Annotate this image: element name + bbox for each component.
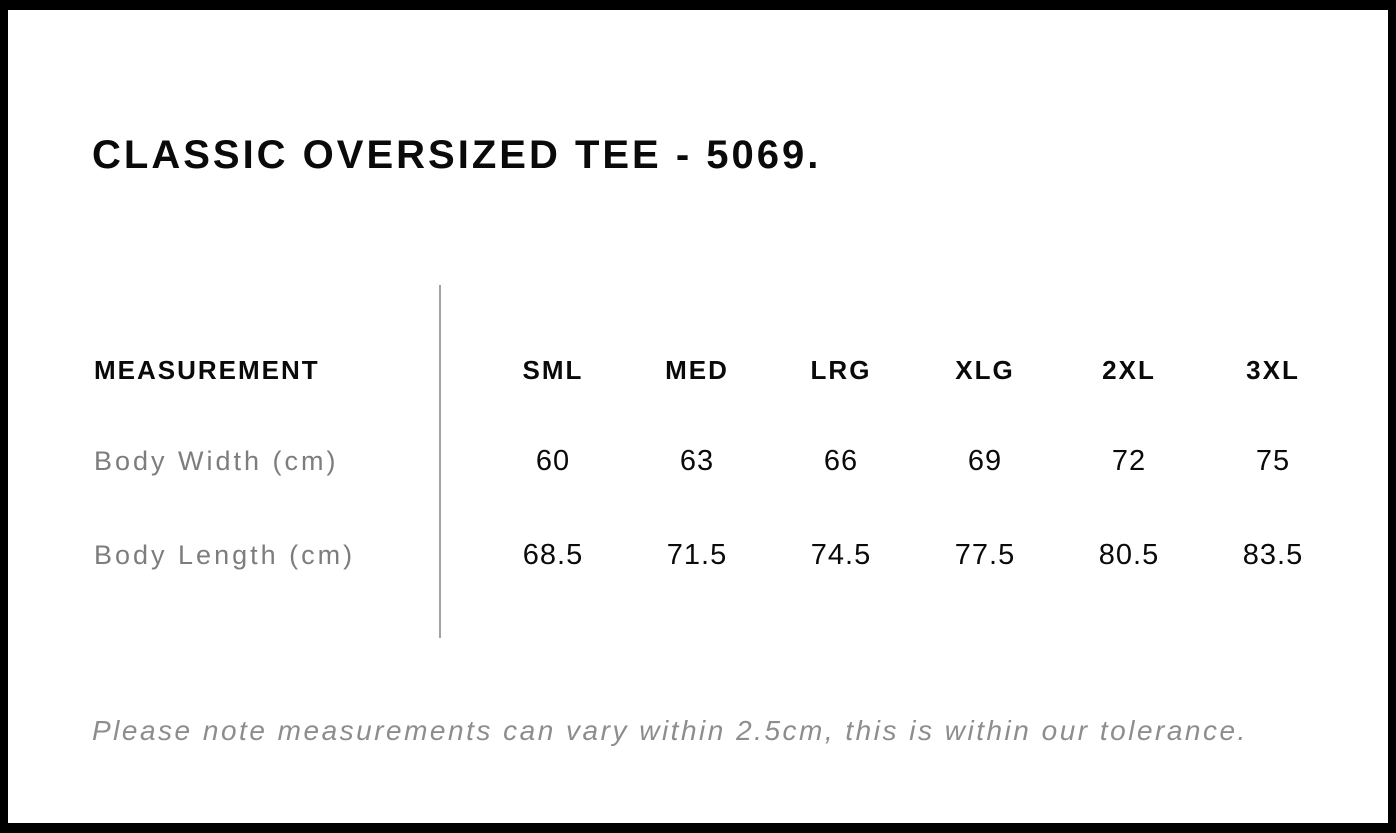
page-title: CLASSIC OVERSIZED TEE - 5069. (92, 132, 822, 177)
body-width-value-lrg: 66 (823, 445, 859, 477)
tolerance-note: Please note measurements can vary within 2.5cm, this is within our tolerance. (92, 715, 1248, 746)
size-column-header-sml: SML (522, 355, 584, 385)
body-width-value-xlg: 69 (967, 445, 1003, 477)
size-column-header-2xl: 2XL (1102, 355, 1156, 385)
body-width-value-2xl: 72 (1111, 445, 1147, 477)
size-column-header-lrg: LRG (810, 355, 872, 385)
body-length-value-sml: 68.5 (522, 539, 584, 571)
body-length-value-2xl: 80.5 (1098, 539, 1160, 571)
table-row-body-length (94, 539, 1345, 571)
table-header-row (94, 354, 1345, 386)
body-length-value-3xl: 83.5 (1242, 539, 1304, 571)
body-width-value-3xl: 75 (1255, 445, 1291, 477)
body-length-value-med: 71.5 (666, 539, 728, 571)
row-label-body-width: Body Width (cm) (94, 446, 339, 476)
body-width-value-med: 63 (679, 445, 715, 477)
table-row-body-width (94, 445, 1345, 477)
body-length-value-lrg: 74.5 (810, 539, 872, 571)
row-label-body-length: Body Length (cm) (94, 540, 356, 570)
body-length-value-xlg: 77.5 (954, 539, 1016, 571)
body-width-value-sml: 60 (535, 445, 571, 477)
size-column-header-xlg: XLG (955, 355, 1015, 385)
size-column-header-3xl: 3XL (1246, 355, 1300, 385)
measurement-column-header: MEASUREMENT (94, 355, 320, 385)
size-column-header-med: MED (665, 355, 729, 385)
